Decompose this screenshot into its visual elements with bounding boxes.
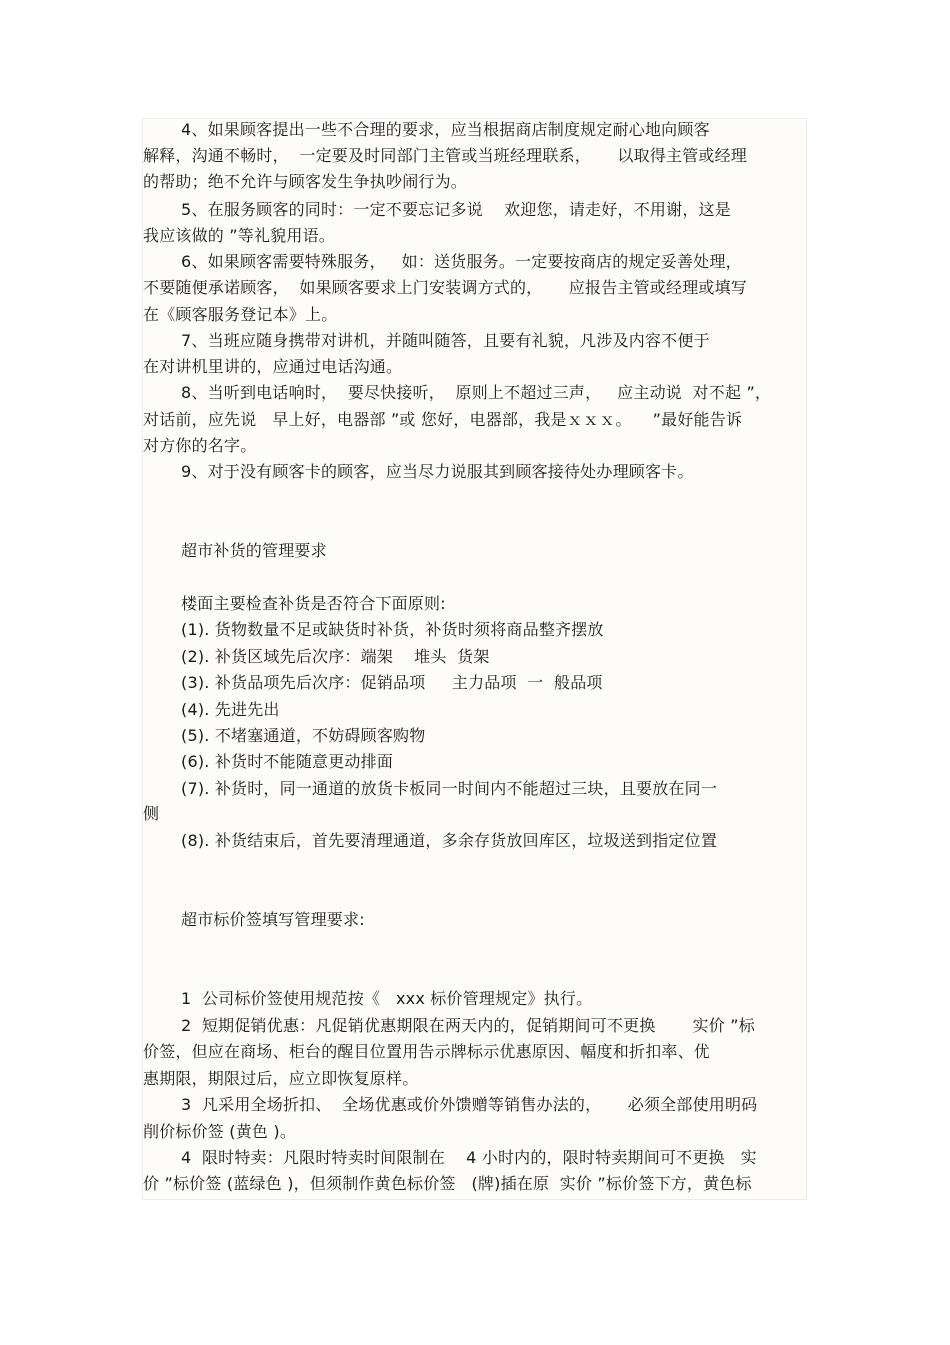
restocking-rule-4: (4). 先进先出 bbox=[181, 700, 280, 719]
paragraph-6-line-1: 6、如果顾客需要特殊服务， 如：送货服务。一定要按商店的规定妥善处理， bbox=[181, 252, 742, 271]
paragraph-7-line-2: 在对讲机里讲的，应通过电话沟通。 bbox=[143, 357, 403, 376]
paragraph-6-line-2: 不要随便承诺顾客， 如果顾客要求上门安装调方式的， 应报告主管或经理或填写 bbox=[143, 278, 748, 297]
restocking-rule-8: (8). 补货结束后，首先要清理通道，多余存货放回库区，垃圾送到指定位置 bbox=[181, 831, 718, 850]
price-tag-item-2-line-1: 2 短期促销优惠：凡促销优惠期限在两天内的，促销期间可不更换 实价 ”标 bbox=[181, 1016, 755, 1035]
restocking-rule-7-line-2: 侧 bbox=[143, 804, 160, 823]
paragraph-8-line-1: 8、当听到电话响时， 要尽快接听， 原则上不超过三声， 应主动说 对不起 ”， bbox=[181, 383, 772, 402]
section-heading-price-tags: 超市标价签填写管理要求: bbox=[181, 910, 365, 929]
paragraph-5-line-1: 5、在服务顾客的同时：一定不要忘记多说 欢迎您，请走好，不用谢，这是 bbox=[181, 200, 731, 219]
price-tag-item-3-line-2: 削价标价签 (黄色 )。 bbox=[143, 1122, 297, 1141]
paragraph-8-line-2: 对话前，应先说 早上好，电器部 ”或 您好，电器部，我是ｘｘｘ。 ”最好能告诉 bbox=[143, 410, 743, 429]
restocking-rule-2: (2). 补货区域先后次序：端架 堆头 货架 bbox=[181, 647, 490, 666]
restocking-rule-3: (3). 补货品项先后次序：促销品项 主力品项 一 般品项 bbox=[181, 673, 603, 692]
price-tag-item-2-line-2: 价签，但应在商场、柜台的醒目位置用告示牌标示优惠原因、幅度和折扣率、优 bbox=[143, 1042, 711, 1061]
section-heading-restocking: 超市补货的管理要求 bbox=[181, 541, 327, 560]
price-tag-item-1: 1 公司标价签使用规范按《 xxx 标价管理规定》执行。 bbox=[181, 989, 593, 1008]
price-tag-item-3-line-1: 3 凡采用全场折扣、 全场优惠或价外馈赠等销售办法的， 必须全部使用明码 bbox=[181, 1095, 758, 1114]
paragraph-7-line-1: 7、当班应随身携带对讲机，并随叫随答，且要有礼貌，凡涉及内容不便于 bbox=[181, 331, 710, 350]
restocking-rule-6: (6). 补货时不能随意更动排面 bbox=[181, 752, 394, 771]
paragraph-5-line-2: 我应该做的 ”等礼貌用语。 bbox=[143, 226, 335, 245]
paragraph-4-line-1: 4、如果顾客提出一些不合理的要求，应当根据商店制度规定耐心地向顾客 bbox=[181, 120, 710, 139]
price-tag-item-2-line-3: 惠期限，期限过后，应立即恢复原样。 bbox=[143, 1069, 419, 1088]
paragraph-6-line-3: 在《顾客服务登记本》上。 bbox=[143, 305, 338, 324]
paragraph-4-line-3: 的帮助；绝不允许与顾客发生争执吵闹行为。 bbox=[143, 172, 468, 191]
paragraph-4-line-2: 解释，沟通不畅时， 一定要及时同部门主管或当班经理联系， 以取得主管或经理 bbox=[143, 146, 748, 165]
restocking-intro: 楼面主要检查补货是否符合下面原则: bbox=[181, 594, 446, 613]
paragraph-8-line-3: 对方你的名字。 bbox=[143, 436, 257, 455]
price-tag-item-4-line-1: 4 限时特卖：凡限时特卖时间限制在 4 小时内的，限时特卖期间可不更换 实 bbox=[181, 1148, 757, 1167]
restocking-rule-7-line-1: (7). 补货时，同一通道的放货卡板同一时间内不能超过三块，且要放在同一 bbox=[181, 779, 718, 798]
restocking-rule-5: (5). 不堵塞通道，不妨碍顾客购物 bbox=[181, 726, 426, 745]
price-tag-item-4-line-2: 价 ”标价签 (蓝绿色 )，但须制作黄色标价签 (牌)插在原 实价 ”标价签下方，黄色标 bbox=[143, 1174, 752, 1193]
paragraph-9-line-1: 9、对于没有顾客卡的顾客，应当尽力说服其到顾客接待处办理顾客卡。 bbox=[181, 462, 694, 481]
restocking-rule-1: (1). 货物数量不足或缺货时补货，补货时须将商品整齐摆放 bbox=[181, 620, 604, 639]
